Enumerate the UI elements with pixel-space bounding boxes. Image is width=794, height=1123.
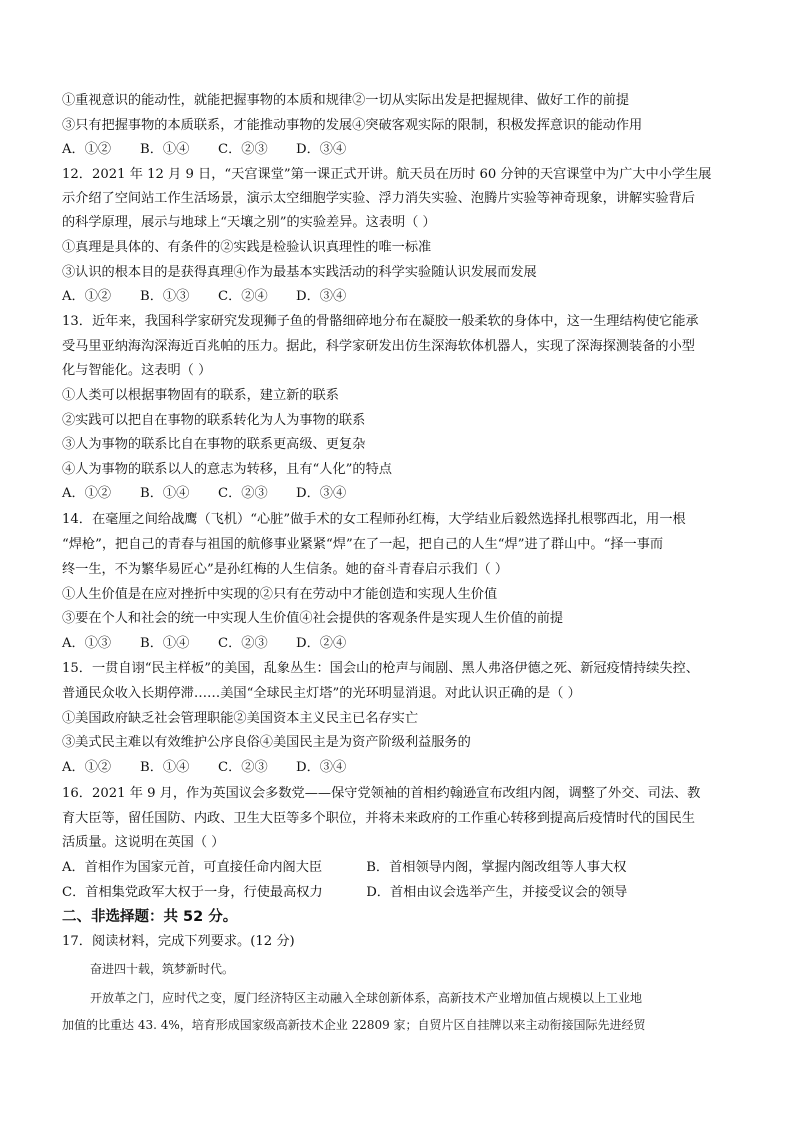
q12-stem-line-2: 示介绍了空间站工作生活场景，演示太空细胞学实验、浮力消失实验、泡腾片实验等神奇现象，讲解实验背后: [62, 191, 695, 206]
q12-stem-line-3: 的科学原理，展示与地球上“天壤之别”的实验差异。这表明（ ）: [62, 215, 436, 230]
q12-option-b[interactable]: B．①③: [140, 289, 190, 304]
q12-option-a[interactable]: A．①②: [62, 289, 112, 304]
q12-item-line-2: ③认识的根本目的是获得真理④作为最基本实践活动的科学实验随认识发展而发展: [62, 265, 537, 280]
q13-option-b[interactable]: B．①④: [140, 486, 190, 501]
q16-option-d[interactable]: D．首相由议会选举产生，并接受议会的领导: [366, 885, 628, 900]
q14-stem-line-1: 14．在毫厘之间给战鹰（飞机）“心脏”做手术的女工程师孙红梅，大学结业后毅然选择扎根鄂西北，用一根: [62, 512, 686, 527]
q11-option-d[interactable]: D．③④: [296, 142, 347, 157]
q17-material-line-1: 奋进四十载，筑梦新时代。: [90, 962, 235, 976]
q14-option-a[interactable]: A．①③: [62, 636, 112, 651]
q13-stem-line-3: 化与智能化。这表明（ ）: [62, 363, 212, 378]
q11-option-a[interactable]: A．①②: [62, 142, 112, 157]
q14-item-line-1: ①人生价值是在应对挫折中实现的②只有在劳动中才能创造和实现人生价值: [62, 587, 498, 602]
q13-stem-line-1: 13．近年来，我国科学家研究发现狮子鱼的骨骼细碎地分布在凝胶一般柔软的身体中，这一生理结构使它能承: [62, 314, 699, 329]
q15-option-c[interactable]: C．②③: [218, 760, 268, 775]
q12-options: [62, 288, 374, 306]
q16-stem-line-1: 16．2021 年 9 月，作为英国议会多数党——保守党领袖的首相约翰逊宣布改组内阁，调整了外交、司法、教: [62, 786, 701, 801]
q12-option-c[interactable]: C．②④: [218, 289, 268, 304]
q15-option-a[interactable]: A．①②: [62, 760, 112, 775]
q12-option-d[interactable]: D．③④: [296, 289, 347, 304]
q13-options: [62, 485, 374, 503]
q15-stem-line-1: 15．一贯自诩“民主样板”的美国，乱象丛生：国会山的枪声与闹剧、黑人弗洛伊德之死、新冠疫情持续失控、: [62, 661, 699, 676]
q16-option-b[interactable]: B．首相领导内阁，掌握内阁改组等人事大权: [366, 860, 627, 875]
q15-stem-line-2: 普通民众收入长期停滞……美国“全球民主灯塔”的光环明显消退。对此认识正确的是（ ）: [62, 686, 581, 701]
q14-stem-line-2: “焊枪”，把自己的青春与祖国的航修事业紧紧“焊”在了一起，把自己的人生“焊”进了群山中。“择一事而: [62, 537, 664, 552]
q14-item-line-2: ③要在个人和社会的统一中实现人生价值④社会提供的客观条件是实现人生价值的前提: [62, 611, 564, 626]
q11-item-line-1: ①重视意识的能动性，就能把握事物的本质和规律②一切从实际出发是把握规律、做好工作的前提: [62, 93, 630, 108]
q12-stem-line-1: 12．2021 年 12 月 9 日，“天宫课堂”第一课正式开讲。航天员在历时 60 分钟的天宫课堂中为广大中小学生展: [62, 167, 712, 182]
q15-item-line-2: ③美式民主难以有效维护公序良俗④美国民主是为资产阶级利益服务的: [62, 735, 471, 750]
q14-option-b[interactable]: B．①④: [140, 636, 190, 651]
q16-option-c[interactable]: C．首相集党政军大权于一身，行使最高权力: [62, 885, 323, 900]
q13-item-2: ②实践可以把自在事物的联系转化为人为事物的联系: [62, 413, 366, 428]
q16-options-row-2: [62, 884, 627, 902]
q13-option-c[interactable]: C．②③: [218, 486, 268, 501]
q15-options: [62, 759, 374, 777]
q13-item-1: ①人类可以根据事物固有的联系，建立新的联系: [62, 388, 339, 403]
q13-item-4: ④人为事物的联系以人的意志为转移，且有“人化”的特点: [62, 462, 392, 477]
q13-option-d[interactable]: D．③④: [296, 486, 347, 501]
q16-stem-line-3: 活质量。这说明在英国（ ）: [62, 835, 225, 850]
q17-material-line-2: 开放革之门，应时代之变，厦门经济特区主动融入全球创新体系，高新技术产业增加值占规模以上工业地: [90, 991, 643, 1005]
q15-option-b[interactable]: B．①④: [140, 760, 190, 775]
q11-option-c[interactable]: C．②③: [218, 142, 268, 157]
q16-stem-line-2: 育大臣等，留任国防、内政、卫生大臣等多个职位，并将未来政府的工作重心转移到提高后疫情时代的国民生: [62, 811, 695, 826]
section-2-title: 二、非选择题：共 52 分。: [62, 909, 238, 925]
q11-item-line-2: ③只有把握事物的本质联系，才能推动事物的发展④突破客观实际的限制，积极发挥意识的能动作用: [62, 118, 643, 133]
q17-stem: 17．阅读材料，完成下列要求。(12 分): [62, 934, 295, 949]
q12-item-line-1: ①真理是具体的、有条件的②实践是检验认识真理性的唯一标准: [62, 240, 432, 255]
q15-item-line-1: ①美国政府缺乏社会管理职能②美国资本主义民主已名存实亡: [62, 711, 419, 726]
q15-option-d[interactable]: D．③④: [296, 760, 347, 775]
q13-item-3: ③人为事物的联系比自在事物的联系更高级、更复杂: [62, 437, 366, 452]
q14-stem-line-3: 终一生，不为繁华易匠心”是孙红梅的人生信条。她的奋斗青春启示我们（ ）: [62, 562, 509, 577]
q14-option-c[interactable]: C．②③: [218, 636, 268, 651]
q17-material-line-3: 加值的比重达 43. 4%，培育形成国家级高新技术企业 22809 家；自贸片区自挂牌以来主动衔接国际先进经贸: [62, 1018, 646, 1032]
q16-options-row-1: [62, 859, 626, 877]
q13-option-a[interactable]: A．①②: [62, 486, 112, 501]
q14-option-d[interactable]: D．②④: [296, 636, 347, 651]
q16-option-a[interactable]: A．首相作为国家元首，可直接任命内阁大臣: [62, 860, 323, 875]
q11-option-b[interactable]: B．①④: [140, 142, 190, 157]
q13-stem-line-2: 受马里亚纳海沟深海近百兆帕的压力。据此，科学家研发出仿生深海软体机器人，实现了深海探测装备的小型: [62, 339, 695, 354]
q11-options: [62, 141, 374, 159]
q14-options: [62, 635, 374, 653]
